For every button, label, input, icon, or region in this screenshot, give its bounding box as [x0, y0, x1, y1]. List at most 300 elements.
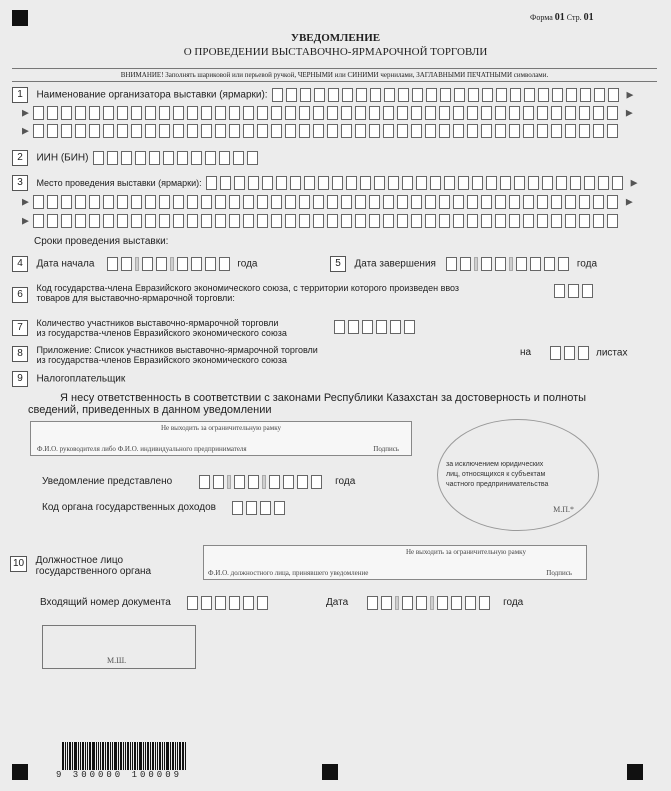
character-cell[interactable]: [89, 106, 100, 120]
character-cell[interactable]: [579, 195, 590, 209]
character-cell[interactable]: [582, 284, 593, 298]
character-cell[interactable]: [509, 106, 520, 120]
character-cell[interactable]: [229, 106, 240, 120]
character-cell[interactable]: [537, 195, 548, 209]
character-cell[interactable]: [201, 124, 212, 138]
character-cell[interactable]: [552, 88, 563, 102]
character-cell[interactable]: [33, 106, 44, 120]
character-cell[interactable]: [314, 88, 325, 102]
character-cell[interactable]: [213, 475, 224, 489]
character-cell[interactable]: [528, 176, 539, 190]
character-cell[interactable]: [327, 195, 338, 209]
character-cell[interactable]: [47, 106, 58, 120]
character-cell[interactable]: [201, 106, 212, 120]
character-cell[interactable]: [342, 88, 353, 102]
character-cell[interactable]: [404, 320, 415, 334]
character-cell[interactable]: [495, 106, 506, 120]
character-cell[interactable]: [593, 214, 604, 228]
character-cell[interactable]: [75, 214, 86, 228]
character-cell[interactable]: [121, 257, 132, 271]
character-cell[interactable]: [556, 176, 567, 190]
character-cell[interactable]: [388, 176, 399, 190]
sheets-count-input[interactable]: [550, 344, 592, 361]
character-cell[interactable]: [103, 195, 114, 209]
character-cell[interactable]: [370, 88, 381, 102]
character-cell[interactable]: [89, 195, 100, 209]
character-cell[interactable]: [131, 106, 142, 120]
character-cell[interactable]: [243, 214, 254, 228]
character-cell[interactable]: [460, 257, 471, 271]
character-cell[interactable]: [593, 195, 604, 209]
character-cell[interactable]: [607, 195, 618, 209]
character-cell[interactable]: [173, 195, 184, 209]
character-cell[interactable]: [243, 124, 254, 138]
character-cell[interactable]: [121, 151, 132, 165]
character-cell[interactable]: [612, 176, 623, 190]
character-cell[interactable]: [103, 124, 114, 138]
character-cell[interactable]: [425, 214, 436, 228]
character-cell[interactable]: [390, 320, 401, 334]
character-cell[interactable]: [451, 596, 462, 610]
character-cell[interactable]: [135, 151, 146, 165]
character-cell[interactable]: [61, 214, 72, 228]
character-cell[interactable]: [538, 88, 549, 102]
character-cell[interactable]: [397, 124, 408, 138]
character-cell[interactable]: [481, 195, 492, 209]
character-cell[interactable]: [156, 257, 167, 271]
character-cell[interactable]: [274, 501, 285, 515]
character-cell[interactable]: [369, 106, 380, 120]
character-cell[interactable]: [458, 176, 469, 190]
character-cell[interactable]: [467, 195, 478, 209]
character-cell[interactable]: [355, 195, 366, 209]
character-cell[interactable]: [570, 176, 581, 190]
character-cell[interactable]: [416, 176, 427, 190]
character-cell[interactable]: [269, 475, 280, 489]
character-cell[interactable]: [500, 176, 511, 190]
character-cell[interactable]: [285, 195, 296, 209]
character-cell[interactable]: [530, 257, 541, 271]
character-cell[interactable]: [327, 124, 338, 138]
character-cell[interactable]: [584, 176, 595, 190]
character-cell[interactable]: [246, 501, 257, 515]
character-cell[interactable]: [481, 106, 492, 120]
character-cell[interactable]: [425, 195, 436, 209]
character-cell[interactable]: [299, 214, 310, 228]
character-cell[interactable]: [593, 124, 604, 138]
character-cell[interactable]: [439, 214, 450, 228]
character-cell[interactable]: [257, 596, 268, 610]
character-cell[interactable]: [468, 88, 479, 102]
character-cell[interactable]: [311, 475, 322, 489]
character-cell[interactable]: [465, 596, 476, 610]
character-cell[interactable]: [187, 106, 198, 120]
character-cell[interactable]: [229, 195, 240, 209]
character-cell[interactable]: [247, 151, 258, 165]
character-cell[interactable]: [262, 176, 273, 190]
character-cell[interactable]: [509, 124, 520, 138]
character-cell[interactable]: [276, 176, 287, 190]
character-cell[interactable]: [33, 195, 44, 209]
character-cell[interactable]: [579, 214, 590, 228]
character-cell[interactable]: [243, 195, 254, 209]
character-cell[interactable]: [593, 106, 604, 120]
character-cell[interactable]: [537, 106, 548, 120]
character-cell[interactable]: [554, 284, 565, 298]
character-cell[interactable]: [313, 214, 324, 228]
character-cell[interactable]: [430, 176, 441, 190]
character-cell[interactable]: [107, 257, 118, 271]
character-cell[interactable]: [355, 124, 366, 138]
character-cell[interactable]: [369, 124, 380, 138]
character-cell[interactable]: [495, 124, 506, 138]
character-cell[interactable]: [381, 596, 392, 610]
character-cell[interactable]: [446, 257, 457, 271]
character-cell[interactable]: [103, 214, 114, 228]
character-cell[interactable]: [107, 151, 118, 165]
tax-authority-code-input[interactable]: [232, 499, 288, 516]
character-cell[interactable]: [145, 124, 156, 138]
character-cell[interactable]: [402, 596, 413, 610]
character-cell[interactable]: [453, 124, 464, 138]
character-cell[interactable]: [248, 176, 259, 190]
character-cell[interactable]: [163, 151, 174, 165]
character-cell[interactable]: [233, 151, 244, 165]
character-cell[interactable]: [257, 106, 268, 120]
character-cell[interactable]: [33, 124, 44, 138]
character-cell[interactable]: [607, 214, 618, 228]
character-cell[interactable]: [232, 501, 243, 515]
character-cell[interactable]: [47, 195, 58, 209]
character-cell[interactable]: [33, 214, 44, 228]
character-cell[interactable]: [383, 106, 394, 120]
character-cell[interactable]: [47, 124, 58, 138]
character-cell[interactable]: [215, 596, 226, 610]
character-cell[interactable]: [346, 176, 357, 190]
character-cell[interactable]: [608, 88, 619, 102]
character-cell[interactable]: [607, 106, 618, 120]
character-cell[interactable]: [384, 88, 395, 102]
character-cell[interactable]: [229, 214, 240, 228]
character-cell[interactable]: [229, 124, 240, 138]
character-cell[interactable]: [425, 106, 436, 120]
character-cell[interactable]: [495, 195, 506, 209]
character-cell[interactable]: [257, 214, 268, 228]
organizer-name-input-row-1[interactable]: [272, 86, 622, 103]
character-cell[interactable]: [187, 596, 198, 610]
character-cell[interactable]: [439, 124, 450, 138]
character-cell[interactable]: [173, 106, 184, 120]
character-cell[interactable]: [439, 106, 450, 120]
character-cell[interactable]: [201, 214, 212, 228]
character-cell[interactable]: [578, 346, 589, 360]
character-cell[interactable]: [341, 124, 352, 138]
character-cell[interactable]: [467, 124, 478, 138]
incoming-date-input[interactable]: [367, 594, 493, 611]
character-cell[interactable]: [117, 106, 128, 120]
character-cell[interactable]: [594, 88, 605, 102]
character-cell[interactable]: [243, 596, 254, 610]
character-cell[interactable]: [61, 106, 72, 120]
character-cell[interactable]: [486, 176, 497, 190]
character-cell[interactable]: [355, 214, 366, 228]
character-cell[interactable]: [290, 176, 301, 190]
character-cell[interactable]: [523, 214, 534, 228]
character-cell[interactable]: [523, 106, 534, 120]
character-cell[interactable]: [313, 195, 324, 209]
character-cell[interactable]: [191, 257, 202, 271]
character-cell[interactable]: [215, 124, 226, 138]
character-cell[interactable]: [411, 214, 422, 228]
character-cell[interactable]: [437, 596, 448, 610]
character-cell[interactable]: [481, 124, 492, 138]
character-cell[interactable]: [173, 214, 184, 228]
venue-input-row-2[interactable]: [33, 193, 621, 210]
character-cell[interactable]: [472, 176, 483, 190]
character-cell[interactable]: [299, 195, 310, 209]
character-cell[interactable]: [580, 88, 591, 102]
character-cell[interactable]: [191, 151, 202, 165]
character-cell[interactable]: [412, 88, 423, 102]
character-cell[interactable]: [304, 176, 315, 190]
character-cell[interactable]: [551, 106, 562, 120]
character-cell[interactable]: [565, 106, 576, 120]
character-cell[interactable]: [453, 106, 464, 120]
character-cell[interactable]: [496, 88, 507, 102]
character-cell[interactable]: [495, 257, 506, 271]
submitted-date-input[interactable]: [199, 473, 325, 490]
character-cell[interactable]: [234, 475, 245, 489]
character-cell[interactable]: [397, 214, 408, 228]
character-cell[interactable]: [482, 88, 493, 102]
character-cell[interactable]: [206, 176, 217, 190]
character-cell[interactable]: [523, 124, 534, 138]
character-cell[interactable]: [439, 195, 450, 209]
character-cell[interactable]: [444, 176, 455, 190]
character-cell[interactable]: [243, 106, 254, 120]
character-cell[interactable]: [542, 176, 553, 190]
character-cell[interactable]: [334, 320, 345, 334]
character-cell[interactable]: [411, 106, 422, 120]
character-cell[interactable]: [173, 124, 184, 138]
character-cell[interactable]: [369, 214, 380, 228]
character-cell[interactable]: [467, 214, 478, 228]
taxpayer-signature-box[interactable]: [30, 421, 412, 456]
character-cell[interactable]: [257, 195, 268, 209]
character-cell[interactable]: [327, 106, 338, 120]
participants-count-input[interactable]: [334, 318, 418, 336]
character-cell[interactable]: [145, 106, 156, 120]
character-cell[interactable]: [454, 88, 465, 102]
character-cell[interactable]: [272, 88, 283, 102]
character-cell[interactable]: [467, 106, 478, 120]
character-cell[interactable]: [285, 106, 296, 120]
character-cell[interactable]: [234, 176, 245, 190]
character-cell[interactable]: [516, 257, 527, 271]
iin-bin-input[interactable]: [93, 149, 261, 166]
character-cell[interactable]: [201, 596, 212, 610]
character-cell[interactable]: [356, 88, 367, 102]
character-cell[interactable]: [149, 151, 160, 165]
character-cell[interactable]: [187, 124, 198, 138]
character-cell[interactable]: [271, 106, 282, 120]
character-cell[interactable]: [383, 195, 394, 209]
character-cell[interactable]: [481, 214, 492, 228]
incoming-number-input[interactable]: [187, 594, 271, 611]
character-cell[interactable]: [327, 214, 338, 228]
character-cell[interactable]: [313, 106, 324, 120]
character-cell[interactable]: [550, 346, 561, 360]
character-cell[interactable]: [341, 195, 352, 209]
character-cell[interactable]: [374, 176, 385, 190]
character-cell[interactable]: [565, 124, 576, 138]
character-cell[interactable]: [398, 88, 409, 102]
character-cell[interactable]: [328, 88, 339, 102]
character-cell[interactable]: [205, 257, 216, 271]
character-cell[interactable]: [286, 88, 297, 102]
character-cell[interactable]: [565, 195, 576, 209]
character-cell[interactable]: [348, 320, 359, 334]
venue-input-row-1[interactable]: [206, 174, 626, 191]
character-cell[interactable]: [537, 214, 548, 228]
character-cell[interactable]: [551, 124, 562, 138]
character-cell[interactable]: [607, 124, 618, 138]
character-cell[interactable]: [426, 88, 437, 102]
character-cell[interactable]: [341, 214, 352, 228]
character-cell[interactable]: [411, 195, 422, 209]
character-cell[interactable]: [440, 88, 451, 102]
character-cell[interactable]: [159, 195, 170, 209]
character-cell[interactable]: [47, 214, 58, 228]
character-cell[interactable]: [341, 106, 352, 120]
character-cell[interactable]: [215, 214, 226, 228]
character-cell[interactable]: [285, 214, 296, 228]
venue-input-row-3[interactable]: [33, 212, 621, 229]
character-cell[interactable]: [219, 257, 230, 271]
character-cell[interactable]: [145, 214, 156, 228]
character-cell[interactable]: [159, 124, 170, 138]
character-cell[interactable]: [257, 124, 268, 138]
character-cell[interactable]: [145, 195, 156, 209]
character-cell[interactable]: [509, 214, 520, 228]
character-cell[interactable]: [524, 88, 535, 102]
character-cell[interactable]: [187, 195, 198, 209]
character-cell[interactable]: [300, 88, 311, 102]
character-cell[interactable]: [131, 124, 142, 138]
character-cell[interactable]: [201, 195, 212, 209]
character-cell[interactable]: [229, 596, 240, 610]
character-cell[interactable]: [248, 475, 259, 489]
organizer-name-input-row-3[interactable]: [33, 122, 621, 139]
character-cell[interactable]: [187, 214, 198, 228]
character-cell[interactable]: [61, 195, 72, 209]
character-cell[interactable]: [579, 124, 590, 138]
character-cell[interactable]: [369, 195, 380, 209]
character-cell[interactable]: [397, 106, 408, 120]
character-cell[interactable]: [299, 106, 310, 120]
character-cell[interactable]: [131, 214, 142, 228]
character-cell[interactable]: [75, 124, 86, 138]
character-cell[interactable]: [215, 106, 226, 120]
character-cell[interactable]: [360, 176, 371, 190]
character-cell[interactable]: [568, 284, 579, 298]
character-cell[interactable]: [313, 124, 324, 138]
character-cell[interactable]: [117, 214, 128, 228]
character-cell[interactable]: [219, 151, 230, 165]
character-cell[interactable]: [544, 257, 555, 271]
character-cell[interactable]: [159, 106, 170, 120]
character-cell[interactable]: [199, 475, 210, 489]
character-cell[interactable]: [205, 151, 216, 165]
character-cell[interactable]: [142, 257, 153, 271]
character-cell[interactable]: [411, 124, 422, 138]
character-cell[interactable]: [579, 106, 590, 120]
start-date-input[interactable]: [107, 255, 233, 272]
eaeu-state-code-input[interactable]: [554, 282, 596, 300]
character-cell[interactable]: [75, 106, 86, 120]
character-cell[interactable]: [566, 88, 577, 102]
character-cell[interactable]: [564, 346, 575, 360]
character-cell[interactable]: [285, 124, 296, 138]
character-cell[interactable]: [383, 124, 394, 138]
character-cell[interactable]: [283, 475, 294, 489]
character-cell[interactable]: [131, 195, 142, 209]
character-cell[interactable]: [177, 151, 188, 165]
character-cell[interactable]: [299, 124, 310, 138]
character-cell[interactable]: [215, 195, 226, 209]
character-cell[interactable]: [61, 124, 72, 138]
character-cell[interactable]: [514, 176, 525, 190]
character-cell[interactable]: [537, 124, 548, 138]
character-cell[interactable]: [362, 320, 373, 334]
character-cell[interactable]: [551, 195, 562, 209]
character-cell[interactable]: [551, 214, 562, 228]
character-cell[interactable]: [75, 195, 86, 209]
character-cell[interactable]: [260, 501, 271, 515]
character-cell[interactable]: [558, 257, 569, 271]
character-cell[interactable]: [425, 124, 436, 138]
character-cell[interactable]: [495, 214, 506, 228]
character-cell[interactable]: [271, 214, 282, 228]
character-cell[interactable]: [416, 596, 427, 610]
character-cell[interactable]: [220, 176, 231, 190]
character-cell[interactable]: [598, 176, 609, 190]
character-cell[interactable]: [89, 214, 100, 228]
character-cell[interactable]: [402, 176, 413, 190]
character-cell[interactable]: [481, 257, 492, 271]
character-cell[interactable]: [117, 195, 128, 209]
character-cell[interactable]: [565, 214, 576, 228]
character-cell[interactable]: [355, 106, 366, 120]
character-cell[interactable]: [376, 320, 387, 334]
character-cell[interactable]: [453, 195, 464, 209]
character-cell[interactable]: [117, 124, 128, 138]
character-cell[interactable]: [93, 151, 104, 165]
character-cell[interactable]: [367, 596, 378, 610]
official-signature-box[interactable]: [203, 545, 587, 580]
organizer-name-input-row-2[interactable]: [33, 104, 621, 121]
character-cell[interactable]: [523, 195, 534, 209]
character-cell[interactable]: [383, 214, 394, 228]
character-cell[interactable]: [159, 214, 170, 228]
character-cell[interactable]: [332, 176, 343, 190]
character-cell[interactable]: [89, 124, 100, 138]
character-cell[interactable]: [177, 257, 188, 271]
character-cell[interactable]: [453, 214, 464, 228]
character-cell[interactable]: [510, 88, 521, 102]
character-cell[interactable]: [271, 195, 282, 209]
end-date-input[interactable]: [446, 255, 572, 272]
